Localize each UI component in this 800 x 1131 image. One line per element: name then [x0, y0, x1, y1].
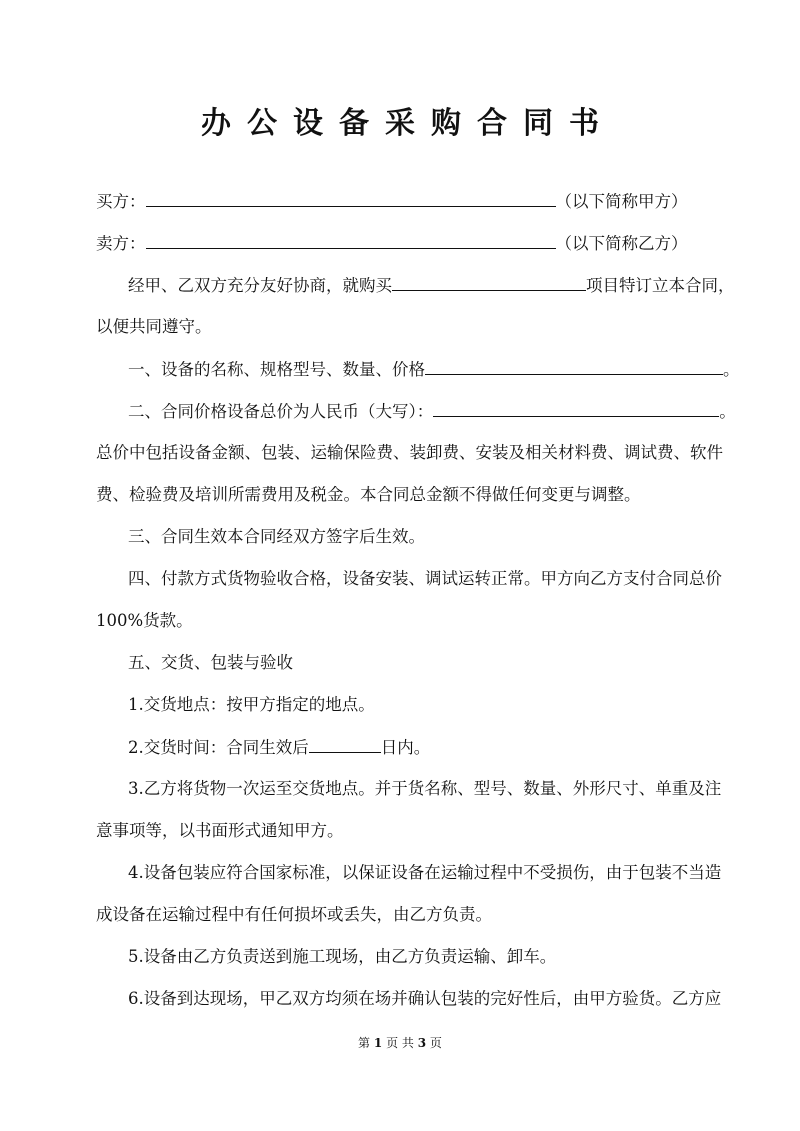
intro-line: [128, 273, 735, 298]
item2-after: 日内。: [380, 738, 431, 757]
days-blank[interactable]: [309, 735, 381, 753]
item1-line: 1.交货地点：按甲方指定的地点。: [128, 695, 375, 714]
item3-line1: 3.乙方将货物一次运至交货地点。并于货名称、型号、数量、外形尺寸、单重及注: [128, 779, 722, 798]
seller-label: 卖方：: [96, 234, 146, 253]
item5-line: 5.设备由乙方负责送到施工现场，由乙方负责运输、卸车。: [128, 947, 557, 966]
intro-before: 经甲、乙双方充分友好协商，就购买: [128, 276, 392, 295]
seller-line: [96, 231, 688, 256]
item4-line1: 4.设备包装应符合国家标准，以保证设备在运输过程中不受损伤，由于包装不当造: [128, 863, 722, 882]
footer-total-pages: 3: [417, 1036, 427, 1050]
item3-line2: 意事项等，以书面形式通知甲方。: [96, 821, 344, 840]
footer-suffix: 页: [429, 1036, 442, 1050]
item2-line: [128, 735, 430, 760]
buyer-blank[interactable]: [146, 189, 556, 207]
project-blank[interactable]: [392, 273, 586, 291]
page-footer: [0, 1034, 800, 1051]
intro-after: 项目特订立本合同，: [586, 276, 735, 295]
clause2-cont2: 费、检验费及培训所需费用及税金。本合同总金额不得做任何变更与调整。: [96, 485, 641, 504]
footer-current-page: 1: [373, 1036, 383, 1050]
item2-before: 2.交货时间：合同生效后: [128, 738, 309, 757]
clause2-text: 二、合同价格设备总价为人民币（大写）：: [128, 402, 434, 421]
clause1-text: 一、设备的名称、规格型号、数量、价格: [128, 360, 425, 379]
contract-title: 办公设备采购合同书: [201, 106, 615, 141]
clause1-end: 。: [723, 360, 740, 379]
item6-line: 6.设备到达现场，甲乙双方均须在场并确认包装的完好性后，由甲方验货。乙方应: [128, 989, 722, 1008]
footer-mid: 页 共: [386, 1036, 414, 1050]
clause2-end: 。: [719, 402, 736, 421]
seller-suffix: （以下简称乙方）: [555, 234, 688, 253]
clause5-heading: 五、交货、包装与验收: [128, 653, 293, 672]
buyer-line: [96, 189, 688, 214]
footer-prefix: 第: [358, 1036, 371, 1050]
clause2-cont1: 总价中包括设备金额、包装、运输保险费、装卸费、安装及相关材料费、调试费、软件: [96, 443, 723, 462]
clause2-line: [128, 399, 736, 424]
buyer-suffix: （以下简称甲方）: [555, 192, 688, 211]
clause1-line: [128, 357, 740, 382]
clause4-line1: 四、付款方式货物验收合格，设备安装、调试运转正常。甲方向乙方支付合同总价: [128, 569, 722, 588]
seller-blank[interactable]: [146, 231, 556, 249]
clause3-line: 三、合同生效本合同经双方签字后生效。: [128, 527, 425, 546]
clause2-blank[interactable]: [433, 399, 719, 417]
buyer-label: 买方：: [96, 192, 146, 211]
clause4-line2: 100%货款。: [96, 611, 193, 630]
clause1-blank[interactable]: [425, 357, 723, 375]
item4-line2: 成设备在运输过程中有任何损坏或丢失，由乙方负责。: [96, 905, 492, 924]
intro-cont: 以便共同遵守。: [96, 317, 212, 336]
